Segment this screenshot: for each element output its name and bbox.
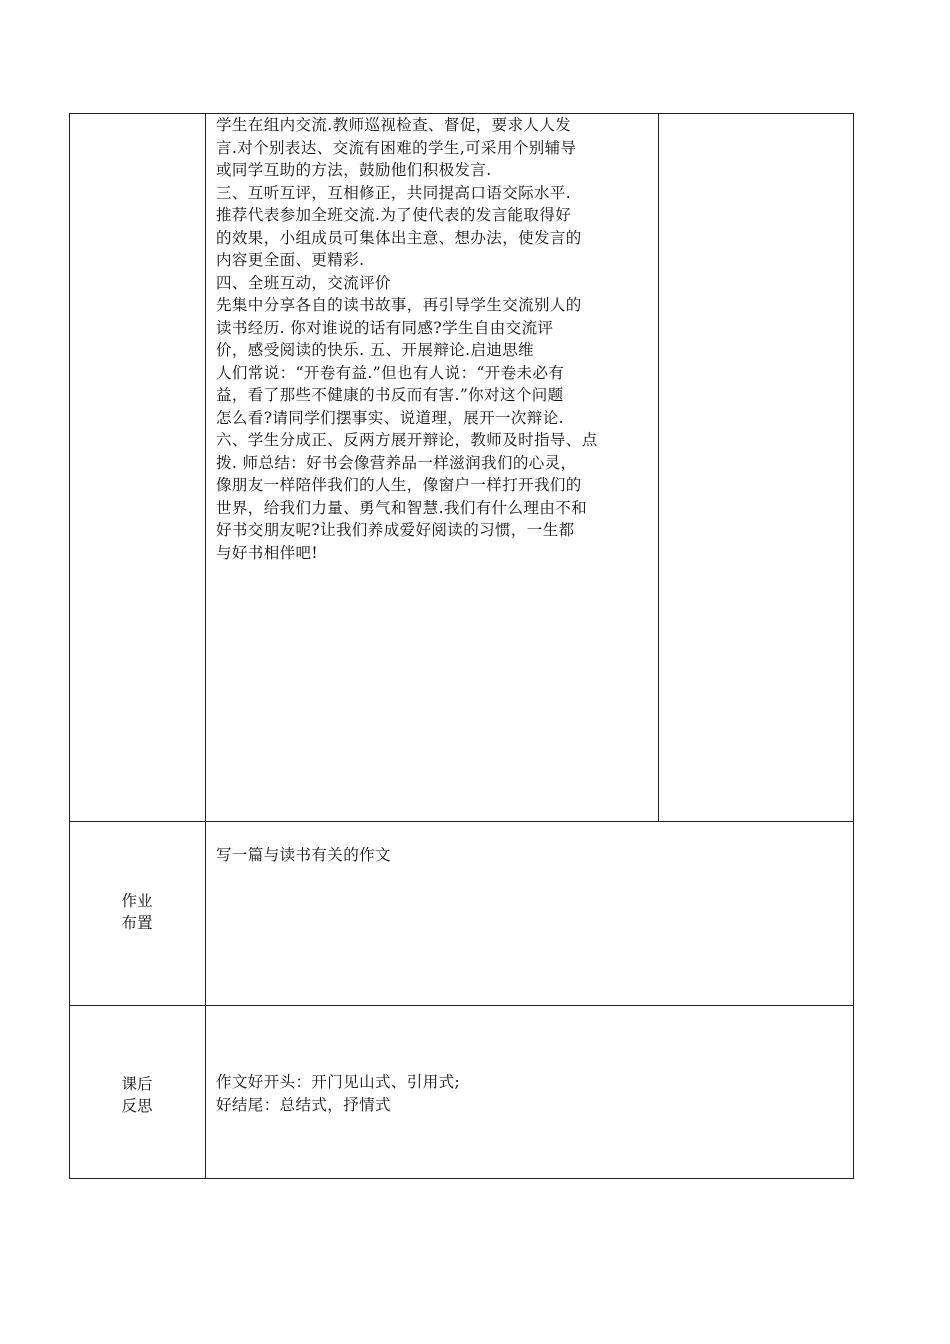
reflection-label-line1: 课后	[121, 1075, 153, 1093]
lesson-line: 人们常说：“开卷有益.”但也有人说：“开卷未必有	[216, 363, 565, 382]
lesson-line: 或同学互助的方法，鼓励他们积极发言.	[216, 161, 492, 179]
lesson-line: 的效果，小组成员可集体出主意、想办法，使发言的	[216, 228, 582, 247]
lesson-line: 好书交朋友呢?让我们养成爱好阅读的习惯，一生都	[216, 521, 575, 539]
reflection-label	[69, 1073, 205, 1117]
lesson-line: 世界，给我们力量、勇气和智慧.我们有什么理由不和	[216, 498, 588, 517]
lesson-line: 言.对个别表达、交流有困难的学生,可采用个别辅导	[216, 138, 577, 157]
lesson-line: 读书经历. 你对谁说的话有同感?学生自由交流评	[216, 318, 554, 337]
lesson-plan-table	[69, 113, 854, 1179]
reflection-line-1: 作文好开头：开门见山式、引用式;	[216, 1073, 461, 1091]
lesson-line: 推荐代表参加全班交流.为了使代表的发言能取得好	[216, 206, 572, 224]
row-divider-1	[70, 821, 853, 822]
lesson-line: 像朋友一样陪伴我们的人生，像窗户一样打开我们的	[216, 476, 582, 494]
lesson-line: 学生在组内交流.教师巡视检查、督促，要求人人发	[216, 116, 572, 134]
lesson-line: 四、全班互动，交流评价	[216, 273, 391, 292]
homework-label-line1: 作业	[121, 892, 153, 910]
column-divider-left	[205, 114, 206, 1178]
lesson-line: 拨. 师总结：好书会像营养品一样滋润我们的心灵，	[216, 453, 577, 472]
lesson-line: 益，看了那些不健康的书反而有害.”你对这个问题	[216, 386, 564, 404]
reflection-line-2: 好结尾：总结式，抒情式	[216, 1096, 391, 1114]
reflection-label-line2: 反思	[121, 1097, 153, 1115]
lesson-line: 六、学生分成正、反两方展开辩论，教师及时指导、点	[216, 431, 598, 449]
lesson-line: 先集中分享各自的读书故事，再引导学生交流别人的	[216, 296, 582, 314]
homework-label-line2: 布置	[121, 914, 153, 932]
homework-content: 写一篇与读书有关的作文	[216, 846, 391, 864]
lesson-line: 价，感受阅读的快乐. 五、开展辩论.启迪思维	[216, 341, 535, 359]
lesson-line: 与好书相伴吧!	[216, 543, 319, 562]
lesson-line: 内容更全面、更精彩.	[216, 251, 365, 269]
lesson-line: 三、互听互评，互相修正，共同提高口语交际水平.	[216, 183, 572, 202]
lesson-line: 怎么看?请同学们摆事实、说道理，展开一次辩论.	[216, 408, 564, 427]
row-divider-2	[70, 1005, 853, 1006]
column-divider-right	[658, 114, 659, 821]
homework-label	[69, 890, 205, 934]
